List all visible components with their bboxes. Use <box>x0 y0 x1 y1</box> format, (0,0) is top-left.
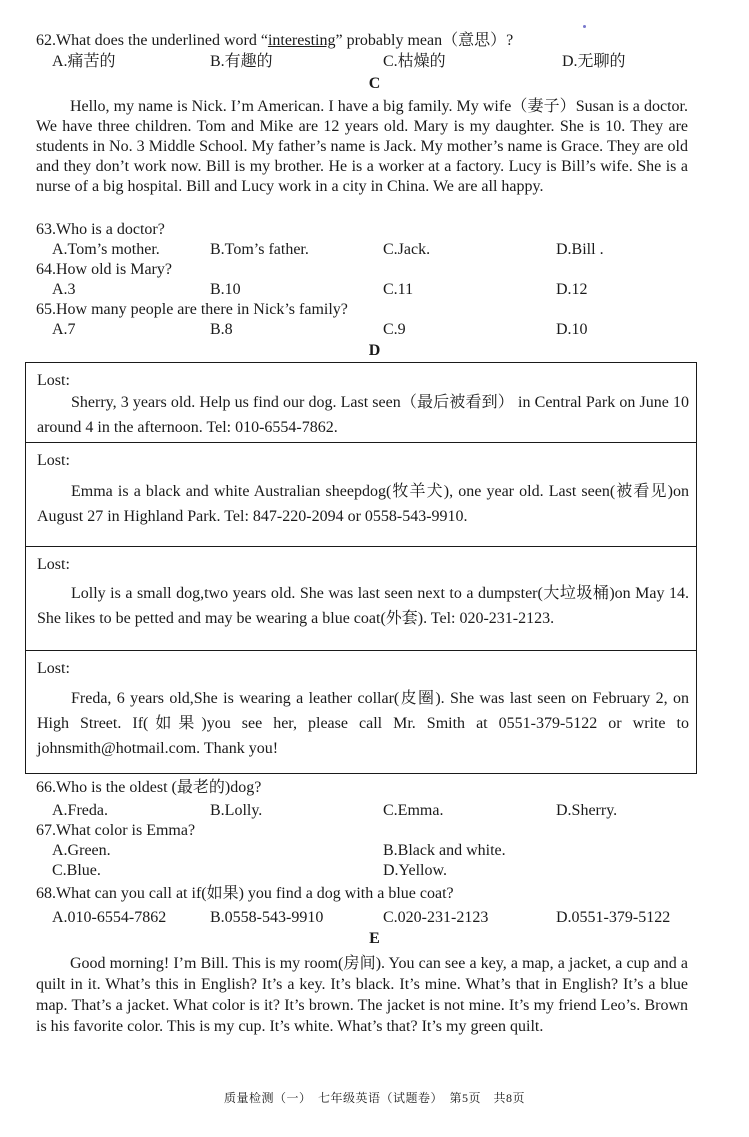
q65-option-b: B.8 <box>210 321 233 338</box>
question-65: 65.How many people are there in Nick’s family? <box>36 301 348 318</box>
q64-option-c: C.11 <box>383 281 414 298</box>
q63-option-c: C.Jack. <box>383 241 431 258</box>
lost-label: Lost: <box>37 372 70 389</box>
q65-option-c: C.9 <box>383 321 406 338</box>
section-e-passage <box>36 953 688 1037</box>
q64-option-a: A.3 <box>52 281 76 298</box>
q67-option-d: D.Yellow. <box>383 862 448 879</box>
q62-option-c: C.枯燥的 <box>383 53 446 70</box>
q66-option-d: D.Sherry. <box>556 802 618 819</box>
scan-speck <box>583 25 586 28</box>
lost-notice-sherry <box>26 363 696 443</box>
underlined-word: interesting <box>267 32 336 49</box>
question-62 <box>36 31 513 51</box>
section-c-heading: C <box>368 75 381 92</box>
q66-option-a: A.Freda. <box>52 802 108 819</box>
lost-notice-emma <box>26 443 696 547</box>
section-e-passage-text: Good morning! I’m Bill. This is my room(房间). You can see a key, a map, a jacket, a cup and a quilt in it. What’s this in English? It’s a key. It’s black. It’s mine. What’s that in English? It’s a blue map. That’s a jacket. What color is it? It’s brown. The jacket is not mine. It’s my friend Leo’s. Brown is his favorite color. This is my cup. It’s white. What’s that? It’s my green quilt. <box>36 955 688 1035</box>
lost-label: Lost: <box>37 556 70 573</box>
page-footer: 质量检测（一） 七年级英语（试题卷） 第5页 共8页 <box>223 1091 525 1105</box>
lost-notice-text: Emma is a black and white Australian sheepdog(牧羊犬), one year old. Last seen(被看见)on August 27 in Highland Park. Tel: 847-220-2094 or 0558-543-9910. <box>37 483 689 525</box>
question-66: 66.Who is the oldest (最老的)dog? <box>36 779 262 796</box>
question-62-pre: 62.What does the underlined word “ <box>36 32 268 49</box>
lost-notice-text: Lolly is a small dog,two years old. She was last seen next to a dumpster(大垃圾桶)on May 14. She likes to be petted and may be wearing a blue coat(外套). Tel: 020-231-2123. <box>37 585 689 627</box>
lost-notice-text: Freda, 6 years old,She is wearing a leather collar(皮圈). She was last seen on February 2, on High Street. If(如果)you see her, please call Mr. Smith at 0551-379-5122 or write to johnsmith@hotmail.com. Thank you! <box>37 690 689 757</box>
section-e-heading: E <box>369 930 380 947</box>
q62-option-a: A.痛苦的 <box>52 53 116 70</box>
q65-option-d: D.10 <box>556 321 588 338</box>
q64-option-d: D.12 <box>556 281 588 298</box>
q68-option-a: A.010-6554-7862 <box>52 909 167 926</box>
question-62-post: ” probably mean（意思）? <box>335 32 514 49</box>
question-63: 63.Who is a doctor? <box>36 221 165 238</box>
q68-option-c: C.020-231-2123 <box>383 909 489 926</box>
q65-option-a: A.7 <box>52 321 76 338</box>
question-68: 68.What can you call at if(如果) you find a dog with a blue coat? <box>36 885 454 902</box>
q63-option-a: A.Tom’s mother. <box>52 241 160 258</box>
q68-option-b: B.0558-543-9910 <box>210 909 324 926</box>
lost-notice-freda <box>26 651 696 772</box>
lost-notice-lolly <box>26 547 696 651</box>
section-c-passage <box>36 97 688 197</box>
lost-label: Lost: <box>37 660 70 677</box>
q63-option-d: D.Bill . <box>556 241 604 258</box>
lost-label: Lost: <box>37 452 70 469</box>
question-64: 64.How old is Mary? <box>36 261 172 278</box>
q63-option-b: B.Tom’s father. <box>210 241 309 258</box>
q67-option-b: B.Black and white. <box>383 842 506 859</box>
q64-option-b: B.10 <box>210 281 241 298</box>
q68-option-d: D.0551-379-5122 <box>556 909 671 926</box>
q67-option-a: A.Green. <box>52 842 111 859</box>
lost-notices-box <box>25 362 697 774</box>
lost-notice-text: Sherry, 3 years old. Help us find our dog. Last seen（最后被看到） in Central Park on June 10 around 4 in the afternoon. Tel: 010-6554-7862. <box>37 394 689 436</box>
section-c-passage-text: Hello, my name is Nick. I’m American. I have a big family. My wife（妻子）Susan is a doctor. We have three children. Tom and Mike are 12 years old. Mary is my daughter. She is 10. They are students in No. 3 Middle School. My father’s name is Jack. My mother’s name is Grace. They are old and they don’t work now. Bill is my brother. He is a worker at a factory. Lucy is Bill’s wife. She is a nurse of a big hospital. Bill and Lucy work in a city in China. We are all happy. <box>36 98 688 195</box>
q66-option-b: B.Lolly. <box>210 802 263 819</box>
q66-option-c: C.Emma. <box>383 802 444 819</box>
q67-option-c: C.Blue. <box>52 862 101 879</box>
q62-option-d: D.无聊的 <box>562 53 626 70</box>
section-d-heading: D <box>368 342 381 359</box>
q62-option-b: B.有趣的 <box>210 53 273 70</box>
question-67: 67.What color is Emma? <box>36 822 196 839</box>
